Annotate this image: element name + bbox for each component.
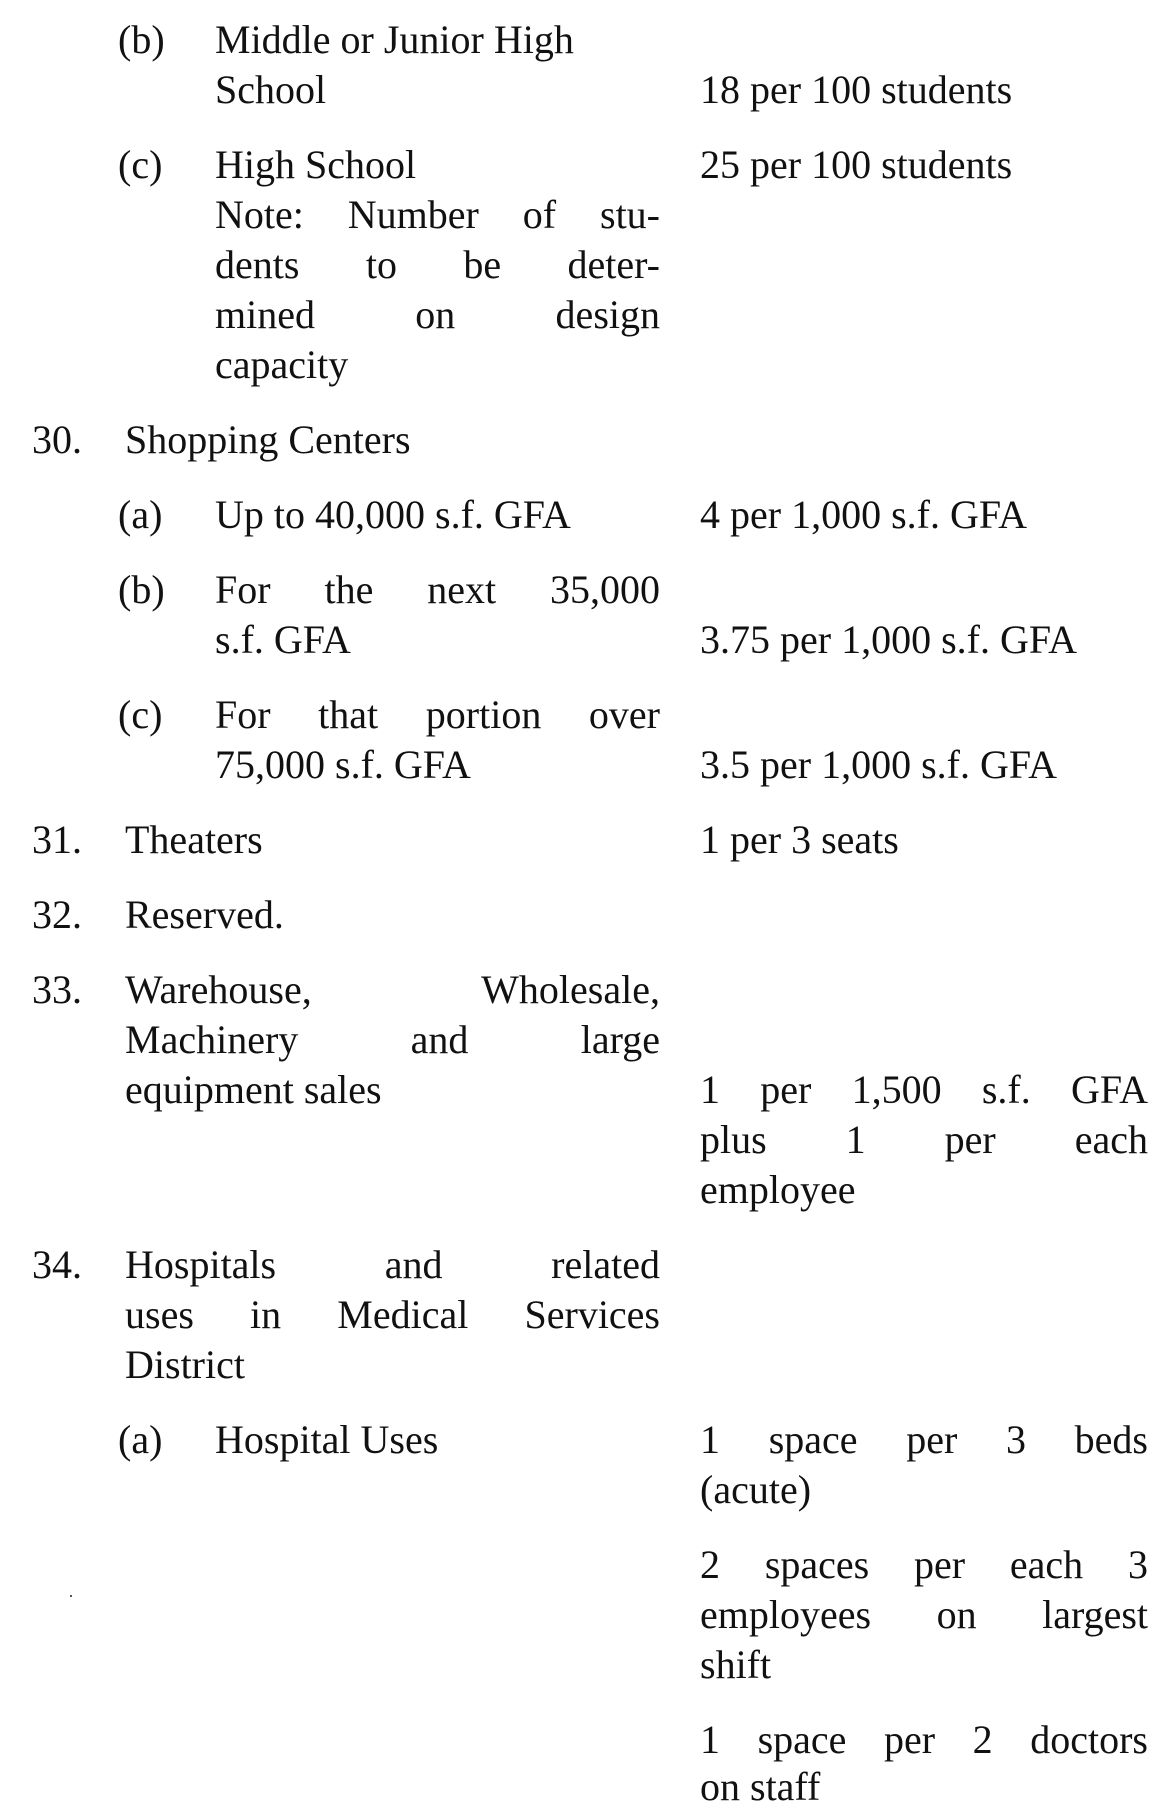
- item-letter-30c: (c): [118, 692, 163, 737]
- item-note-line4: capacity: [215, 342, 349, 387]
- item-value-34a-1-line1: 1 space per 3 beds: [700, 1417, 1148, 1462]
- item-text-middle-line2: School: [215, 67, 327, 112]
- item-title-32: Reserved.: [125, 892, 284, 937]
- item-value-34a-3-line2: on staff: [700, 1764, 821, 1809]
- item-number-30: 30.: [32, 417, 82, 462]
- item-letter-34a: (a): [118, 1417, 163, 1462]
- item-text-30c-line2: 75,000 s.f. GFA: [215, 742, 471, 787]
- item-number-33: 33.: [32, 967, 82, 1012]
- item-note-line1: Note: Number of stu-: [215, 192, 660, 237]
- item-value-34a-2-line3: shift: [700, 1642, 772, 1687]
- item-text-high-line1: High School: [215, 142, 417, 187]
- item-number-31: 31.: [32, 817, 82, 862]
- item-title-34-line3: District: [125, 1342, 245, 1387]
- item-text-34a: Hospital Uses: [215, 1417, 439, 1462]
- item-number-34: 34.: [32, 1242, 82, 1287]
- item-value-30c: 3.5 per 1,000 s.f. GFA: [700, 742, 1058, 787]
- stray-dot: [70, 1595, 72, 1597]
- item-title-30: Shopping Centers: [125, 417, 411, 462]
- item-value-high: 25 per 100 students: [700, 142, 1013, 187]
- item-number-32: 32.: [32, 892, 82, 937]
- item-text-30b-line1: For the next 35,000: [215, 567, 660, 612]
- item-value-33-line3: employee: [700, 1167, 856, 1212]
- item-value-30a: 4 per 1,000 s.f. GFA: [700, 492, 1028, 537]
- item-letter-30b: (b): [118, 567, 165, 612]
- item-letter-b-middle: (b): [118, 17, 165, 62]
- item-value-34a-2-line2: employees on largest: [700, 1592, 1148, 1637]
- item-text-30b-line2: s.f. GFA: [215, 617, 351, 662]
- item-value-middle: 18 per 100 students: [700, 67, 1013, 112]
- item-value-34a-2-line1: 2 spaces per each 3: [700, 1542, 1148, 1587]
- item-note-line3: mined on design: [215, 292, 660, 337]
- item-title-33-line1: Warehouse, Wholesale,: [125, 967, 660, 1012]
- item-title-34-line1: Hospitals and related: [125, 1242, 660, 1287]
- item-text-30a: Up to 40,000 s.f. GFA: [215, 492, 571, 537]
- item-value-34a-3-line1: 1 space per 2 doctors: [700, 1717, 1148, 1762]
- item-value-33-line1: 1 per 1,500 s.f. GFA: [700, 1067, 1148, 1112]
- item-letter-30a: (a): [118, 492, 163, 537]
- item-text-middle-line1: Middle or Junior High: [215, 17, 574, 62]
- item-value-33-line2: plus 1 per each: [700, 1117, 1148, 1162]
- item-title-33-line3: equipment sales: [125, 1067, 382, 1112]
- item-letter-c-high: (c): [118, 142, 163, 187]
- item-text-30c-line1: For that portion over: [215, 692, 660, 737]
- item-title-34-line2: uses in Medical Services: [125, 1292, 660, 1337]
- item-title-31: Theaters: [125, 817, 263, 862]
- item-value-30b: 3.75 per 1,000 s.f. GFA: [700, 617, 1078, 662]
- item-note-line2: dents to be deter-: [215, 242, 660, 287]
- item-value-34a-1-line2: (acute): [700, 1467, 812, 1512]
- item-value-31: 1 per 3 seats: [700, 817, 899, 862]
- item-title-33-line2: Machinery and large: [125, 1017, 660, 1062]
